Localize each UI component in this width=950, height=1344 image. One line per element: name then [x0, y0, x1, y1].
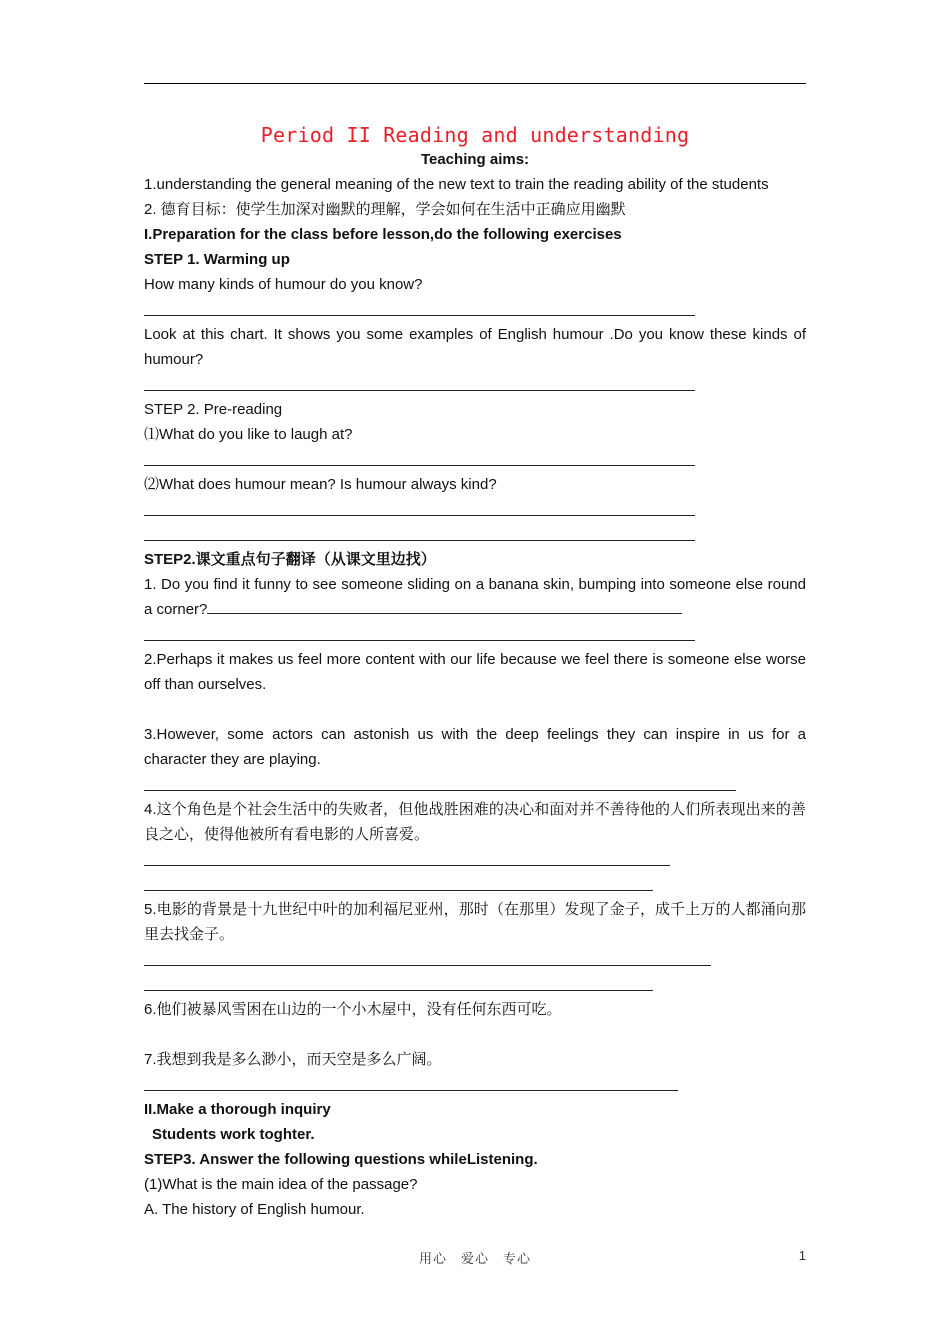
- section-2-subheading: Students work toghter.: [152, 1126, 315, 1143]
- sentence-3: 3.However, some actors can astonish us with the deep feelings they can inspire in us for a character they are playing.: [144, 726, 806, 768]
- section-2-heading: II.Make a thorough inquiry: [144, 1101, 331, 1118]
- section-1-heading: I.Preparation for the class before lesson,do the following exercises: [144, 226, 622, 243]
- document-body: [144, 147, 806, 1222]
- inline-answer-line[interactable]: [207, 599, 682, 614]
- step3-question-1: (1)What is the main idea of the passage?: [144, 1176, 418, 1193]
- step2-question-2: ⑵What does humour mean? Is humour always kind?: [144, 476, 497, 493]
- step2-heading: STEP 2. Pre-reading: [144, 401, 283, 418]
- spacer: [144, 697, 806, 722]
- step2-question-1: ⑴What do you like to laugh at?: [144, 426, 353, 443]
- answer-line[interactable]: [144, 1072, 806, 1097]
- page-number: 1: [798, 1248, 806, 1263]
- answer-line[interactable]: [144, 847, 806, 872]
- answer-line[interactable]: [144, 522, 806, 547]
- step1-question-1: How many kinds of humour do you know?: [144, 276, 423, 293]
- header-rule: [144, 83, 806, 84]
- answer-line[interactable]: [144, 947, 806, 972]
- aim-1: 1.understanding the general meaning of the new text to train the reading ability of the students: [144, 176, 769, 193]
- answer-line[interactable]: [144, 372, 806, 397]
- sentence-6: 6.他们被暴风雪困在山边的一个小木屋中，没有任何东西可吃。: [144, 1001, 562, 1018]
- sentence-5: 5.电影的背景是十九世纪中叶的加利福尼亚州，那时（在那里）发现了金子，成千上万的人都涌向那里去找金子。: [144, 901, 806, 943]
- teaching-aims-heading: Teaching aims:: [420, 151, 530, 168]
- answer-line[interactable]: [144, 497, 806, 522]
- answer-line[interactable]: [144, 297, 806, 322]
- sentence-1-text: 1. Do you find it funny to see someone sliding on a banana skin, bumping into someone else round a corner?: [144, 576, 806, 618]
- answer-line[interactable]: [144, 772, 806, 797]
- step1-heading: STEP 1. Warming up: [144, 251, 290, 268]
- step3-option-a: A. The history of English humour.: [144, 1201, 365, 1218]
- answer-line[interactable]: [144, 622, 806, 647]
- sentence-7: 7.我想到我是多么渺小，而天空是多么广阔。: [144, 1051, 442, 1068]
- page-title: Period II Reading and understanding: [260, 123, 690, 147]
- step2-translation-heading: STEP2.课文重点句子翻译（从课文里边找）: [144, 551, 436, 568]
- step3-heading: STEP3. Answer the following questions whileListening.: [144, 1151, 538, 1168]
- answer-line[interactable]: [144, 972, 806, 997]
- answer-line[interactable]: [144, 872, 806, 897]
- sentence-1: [144, 572, 806, 618]
- answer-line[interactable]: [144, 447, 806, 472]
- sentence-2: 2.Perhaps it makes us feel more content with our life because we feel there is someone else worse off than ourselves.: [144, 651, 806, 693]
- aim-2: 2. 德育目标：使学生加深对幽默的理解，学会如何在生活中正确应用幽默: [144, 201, 626, 218]
- sentence-4: 4.这个角色是个社会生活中的失败者，但他战胜困难的决心和面对并不善待他的人们所表现出来的善良之心，使得他被所有看电影的人所喜爱。: [144, 801, 806, 843]
- spacer: [144, 1022, 806, 1047]
- footer-motto: 用心 爱心 专心: [418, 1251, 531, 1266]
- step1-question-2: Look at this chart. It shows you some examples of English humour .Do you know these kinds of humour?: [144, 326, 806, 368]
